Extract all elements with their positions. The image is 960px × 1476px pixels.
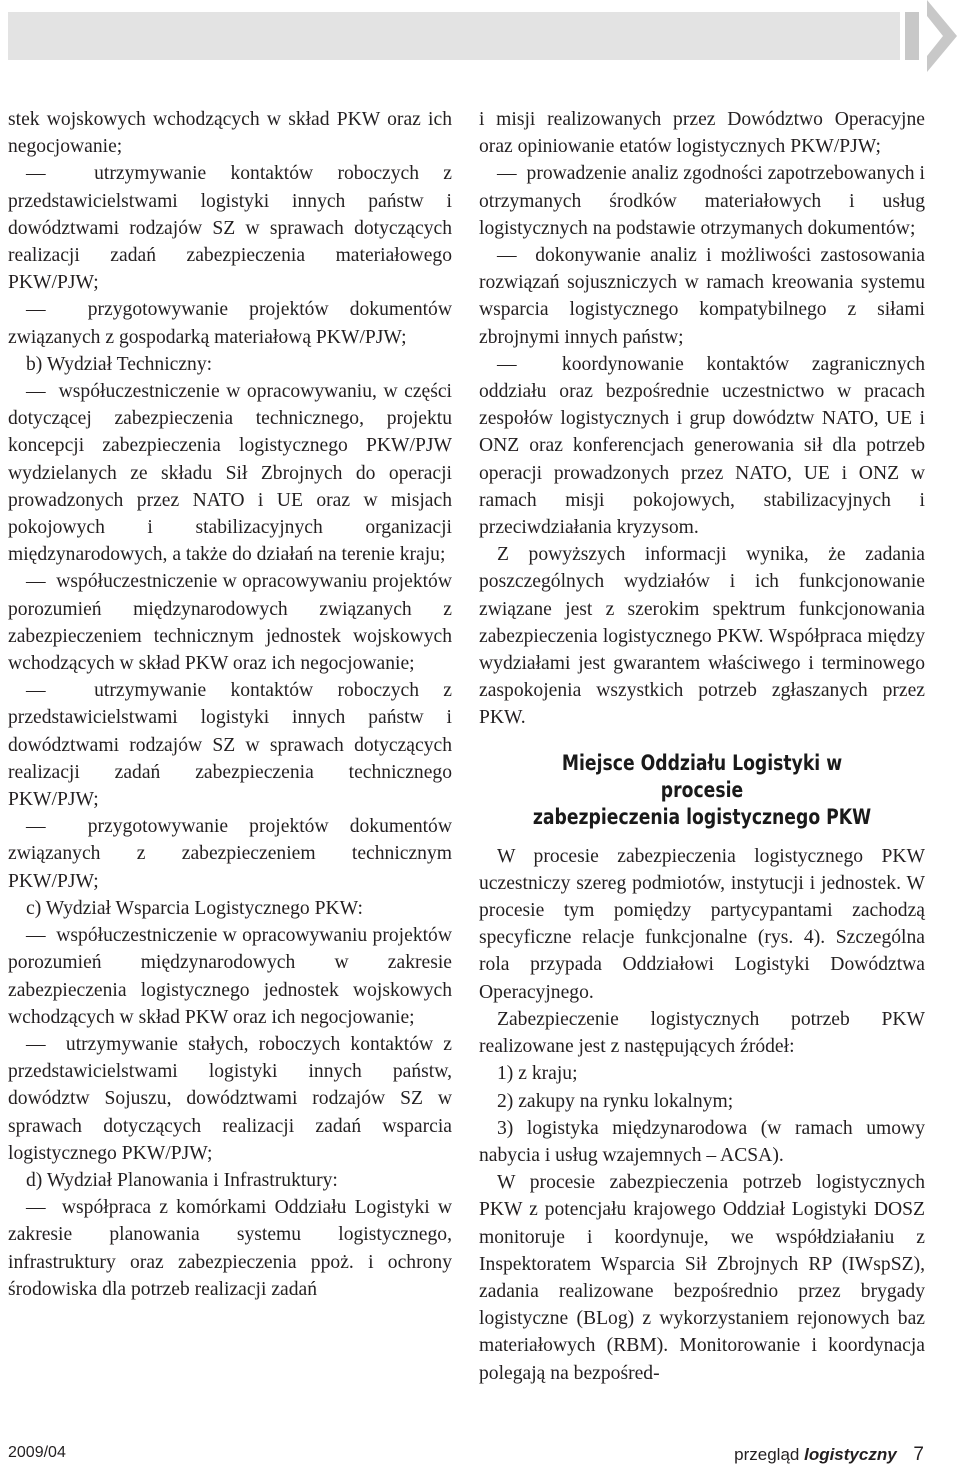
text-column-right: [479, 106, 925, 1387]
list-item: — współuczestniczenie w opracowywaniu projektów porozumień międzynarodowych w zakresie zabezpieczenia logistycznego jednostek wojskowych wchodzących w skład PKW oraz ich negocjowanie;: [8, 922, 452, 1031]
list-item: — utrzymywanie kontaktów roboczych z przedstawicielstwami logistyki innych państw i dowództwami rodzajów SZ w sprawach dotyczących realizacji zadań zabezpieczenia technicznego PKW/PJW;: [8, 677, 452, 813]
header-band: [8, 12, 900, 60]
paragraph: stek wojskowych wchodzących w skład PKW oraz ich negocjowanie;: [8, 109, 452, 158]
right-column-intro: [479, 106, 925, 732]
page-number: 7: [913, 1444, 924, 1465]
list-item: — utrzymywanie stałych, roboczych kontaktów z przedstawicielstwami logistyki innych państw, dowództw Sojuszu, dowództwami rodzajów SZ w sprawach dotyczących realizacji zadań wsparcia logistycznego PKW/PJW;: [8, 1031, 452, 1167]
section-heading: [519, 750, 885, 831]
section-heading-line-1: Miejsce Oddziału Logistyki w procesie: [561, 750, 843, 802]
paragraph: b) Wydział Techniczny:: [26, 353, 213, 375]
magazine-title: logistyczny: [804, 1445, 897, 1464]
paragraph: c) Wydział Wsparcia Logistycznego PKW:: [26, 897, 363, 919]
list-item: — przygotowywanie projektów dokumentów związanych z zabezpieczeniem technicznym PKW/PJW;: [8, 813, 452, 895]
paragraph: W procesie zabezpieczenia potrzeb logistycznych PKW z potencjału krajowego Oddział Logistyki DOSZ monitoruje i koordynuje, we współdziałaniu z Inspektoratem Wsparcia Sił Zbrojnych RP (IWspSZ), zadania realizowane bezpośrednio przez brygady logistyczne (BLog) z wykorzystaniem rejonowych baz materiałowych (RBM). Monitorowanie i koordynacja polegają na bezpośred-: [479, 1172, 925, 1384]
paragraph: 3) logistyka międzynarodowa (w ramach umowy nabycia i usług wzajemnych – ACSA).: [479, 1117, 925, 1166]
paragraph: i misji realizowanych przez Dowództwo Operacyjne oraz opiniowanie etatów logistycznych PKW/PJW;: [479, 109, 925, 158]
magazine-prefix: przegląd: [734, 1445, 800, 1464]
paragraph: 2) zakupy na rynku lokalnym;: [497, 1090, 734, 1112]
text-column-left: [8, 106, 452, 1303]
footer-magazine: [734, 1444, 924, 1466]
paragraph: Z powyższych informacji wynika, że zadania poszczególnych wydziałów i ich funkcjonowanie związane jest z szerokim spektrum funkcjonowania zabezpieczenia logistycznego PKW. Współpraca między wydziałami jest gwarantem właściwego i terminowego zaspokojenia wszystkich potrzeb zgłaszanych przez PKW.: [479, 544, 925, 729]
list-item: — współuczestniczenie w opracowywaniu projektów porozumień międzynarodowych związanych z zabezpieczeniem technicznym jednostek wojskowych wchodzących w skład PKW oraz ich negocjowanie;: [8, 568, 452, 677]
paragraph: W procesie zabezpieczenia logistycznego PKW uczestniczy szereg podmiotów, instytucji i jednostek. W procesie tym pomiędzy partycypantami zachodzą specyficzne relacje funkcjonalne (rys. 4). Szczególna rola przypada Oddziałowi Logistyki Dowództwa Operacyjnego.: [479, 845, 925, 1003]
chevron-decoration-icon: [905, 0, 957, 72]
list-item: — przygotowywanie projektów dokumentów związanych z gospodarką materiałową PKW/PJW;: [8, 296, 452, 350]
paragraph: 1) z kraju;: [497, 1063, 578, 1085]
list-item: — utrzymywanie kontaktów roboczych z przedstawicielstwami logistyki innych państw i dowództwami rodzajów SZ w sprawach dotyczących realizacji zadań zabezpieczenia materiałowego PKW/PJW;: [8, 160, 452, 296]
list-item: — współuczestniczenie w opracowywaniu, w części dotyczącej zabezpieczenia technicznego, projektu koncepcji zabezpieczenia logistycznego PKW/PJW wydzielanych ze składu Sił Zbrojnych do operacji prowadzonych przez NATO i UE oraz w misjach pokojowych i stabilizacyjnych organizacji międzynarodowych, a także do działań na terenie kraju;: [8, 378, 452, 568]
right-column-body: [479, 843, 925, 1387]
list-item: — koordynowanie kontaktów zagranicznych oddziału oraz bezpośrednie uczestnictwo w pracach zespołów logistycznych i grup dowództw NATO, UE i ONZ oraz konferencjach generowania sił dla potrzeb operacji prowadzonych przez NATO, UE i ONZ w ramach misji pokojowych, stabilizacyjnych i przeciwdziałania kryzysom.: [479, 351, 925, 541]
paragraph: d) Wydział Planowania i Infrastruktury:: [26, 1169, 338, 1191]
paragraph: Zabezpieczenie logistycznych potrzeb PKW realizowane jest z następujących źródeł:: [479, 1008, 925, 1058]
footer-issue: 2009/04: [8, 1444, 66, 1461]
list-item: — dokonywanie analiz i możliwości zastosowania rozwiązań sojuszniczych w ramach kreowania systemu wsparcia logistycznego kompatybilnego z siłami zbrojnymi innych państw;: [479, 242, 925, 351]
list-item: — prowadzenie analiz zgodności zapotrzebowanych i otrzymanych środków materiałowych i usług logistycznych na podstawie otrzymanych dokumentów;: [479, 160, 925, 242]
list-item: — współpraca z komórkami Oddziału Logistyki w zakresie planowania systemu logistycznego, infrastruktury oraz zabezpieczenia ppoż. i ochrony środowiska dla potrzeb realizacji zadań: [8, 1194, 452, 1303]
section-heading-line-2: zabezpieczenia logistycznego PKW: [532, 804, 872, 829]
